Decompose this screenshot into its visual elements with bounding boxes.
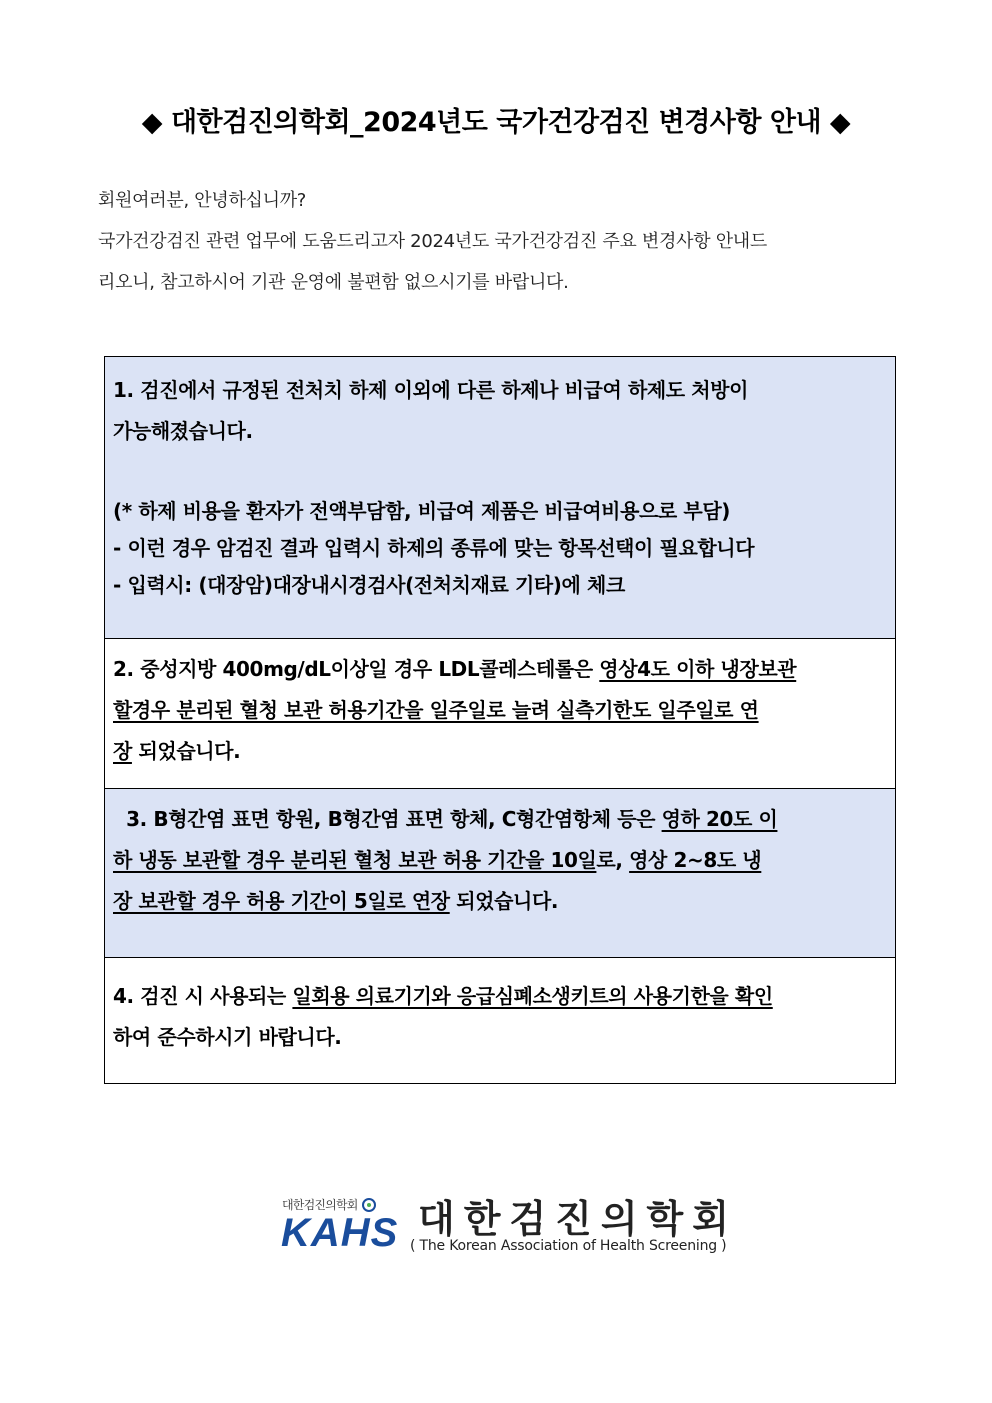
item2-underline-a: 영상4도 이하 냉장보관 bbox=[599, 657, 797, 681]
item3-line-2 bbox=[113, 840, 887, 881]
item2-line-3 bbox=[113, 731, 887, 772]
item2-underline-b: 할경우 분리된 혈청 보관 허용기간을 일주일로 늘려 실측기한도 일주일로 연 bbox=[113, 698, 759, 722]
intro-greeting: 회원여러분, 안녕하십니까? bbox=[98, 190, 307, 211]
item3-underline-c: 영상 2~8도 냉 bbox=[629, 848, 762, 872]
intro-line-1: 국가건강검진 관련 업무에 도움드리고자 2024년도 국가건강검진 주요 변경사항 안내드 bbox=[98, 231, 767, 252]
item1-line-2: 가능해졌습니다. bbox=[113, 419, 253, 443]
item3-line-3 bbox=[113, 881, 887, 922]
item2-line-2 bbox=[113, 690, 887, 731]
logo-english-name: ( The Korean Association of Health Screening ) bbox=[410, 1238, 727, 1254]
item1-note-3: - 입력시: (대장암)대장내시경검사(전처치재료 기타)에 체크 bbox=[113, 573, 625, 597]
item2-text-b: 되었습니다. bbox=[131, 739, 241, 763]
item1-line-1: 1. 검진에서 규정된 전처치 하제 이외에 다른 하제나 비급여 하제도 처방이 bbox=[113, 378, 749, 402]
logo-abbr: KAHS bbox=[281, 1211, 399, 1255]
item2-text-a: 2. 중성지방 400mg/dL이상일 경우 LDL콜레스테롤은 bbox=[113, 657, 600, 681]
intro-text bbox=[98, 180, 898, 303]
intro-line-2: 리오니, 참고하시어 기관 운영에 불편함 없으시기를 바랍니다. bbox=[98, 272, 569, 293]
item3-text-c: 되었습니다. bbox=[449, 889, 559, 913]
notice-item-4 bbox=[104, 957, 896, 1084]
item2-underline-c: 장 bbox=[113, 739, 132, 763]
logo-small-text: 대한검진의학회 bbox=[282, 1198, 358, 1212]
logo-korean-name: 대한검진의학회 bbox=[418, 1197, 738, 1241]
item3-underline-b: 하 냉동 보관할 경우 분리된 혈청 보관 허용 기간을 10일 bbox=[113, 848, 597, 872]
item4-text-a: 4. 검진 시 사용되는 bbox=[113, 984, 293, 1008]
item4-underline-a: 일회용 의료기기와 응급심폐소생키트의 사용기한을 확인 bbox=[292, 984, 773, 1008]
notice-item-2 bbox=[104, 638, 896, 789]
item2-line-1 bbox=[113, 649, 887, 690]
item3-underline-a: 영하 20도 이 bbox=[661, 807, 778, 831]
spacer bbox=[113, 452, 887, 493]
page-title: ◆ 대한검진의학회_2024년도 국가건강검진 변경사항 안내 ◆ bbox=[141, 107, 851, 138]
item3-text-b: 로, bbox=[596, 848, 630, 872]
item3-line-1 bbox=[113, 799, 887, 840]
item3-underline-d: 장 보관할 경우 허용 기간이 5일로 연장 bbox=[113, 889, 450, 913]
notice-item-3 bbox=[104, 788, 896, 958]
item1-note-2: - 이런 경우 암검진 결과 입력시 하제의 종류에 맞는 항목선택이 필요합니다 bbox=[113, 536, 755, 560]
notice-item-1 bbox=[104, 356, 896, 639]
item4-line-2: 하여 준수하시기 바랍니다. bbox=[113, 1025, 342, 1049]
item1-note-1: (* 하제 비용을 환자가 전액부담함, 비급여 제품은 비급여비용으로 부담) bbox=[113, 499, 731, 523]
item3-text-a: 3. B형간염 표면 항원, B형간염 표면 항체, C형간염항체 등은 bbox=[113, 807, 662, 831]
item4-line-1 bbox=[113, 976, 887, 1017]
